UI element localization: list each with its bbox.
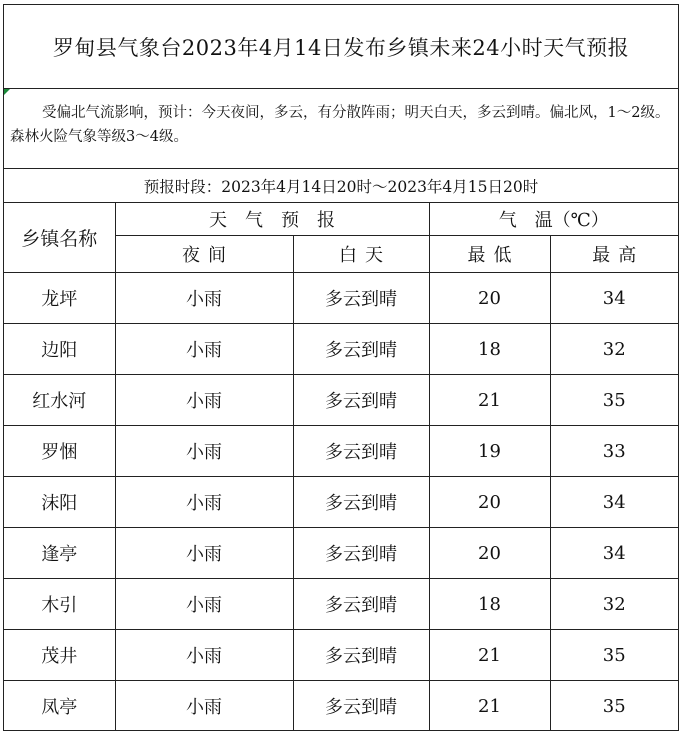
night-weather-cell: 小雨 — [115, 477, 293, 528]
header-max-temp: 最高 — [550, 236, 678, 273]
day-weather-cell: 多云到晴 — [293, 579, 429, 630]
max-temp-cell: 33 — [550, 426, 678, 477]
min-temp-cell: 20 — [429, 528, 550, 579]
night-weather-cell: 小雨 — [115, 630, 293, 681]
min-temp-cell: 18 — [429, 579, 550, 630]
table-row — [4, 477, 678, 528]
town-name-cell: 茂井 — [4, 630, 115, 681]
night-weather-cell: 小雨 — [115, 579, 293, 630]
day-weather-cell: 多云到晴 — [293, 273, 429, 324]
max-temp-cell: 35 — [550, 375, 678, 426]
town-name-cell: 逢亭 — [4, 528, 115, 579]
min-temp-cell: 21 — [429, 681, 550, 732]
forecast-table — [4, 203, 678, 731]
min-temp-cell: 20 — [429, 477, 550, 528]
day-weather-cell: 多云到晴 — [293, 477, 429, 528]
forecast-period: 预报时段：2023年4月14日20时～2023年4月15日20时 — [4, 169, 678, 203]
header-weather-forecast: 天 气 预 报 — [115, 203, 429, 236]
max-temp-cell: 32 — [550, 324, 678, 375]
town-name-cell: 红水河 — [4, 375, 115, 426]
day-weather-cell: 多云到晴 — [293, 681, 429, 732]
town-name-cell: 木引 — [4, 579, 115, 630]
town-name-cell: 边阳 — [4, 324, 115, 375]
night-weather-cell: 小雨 — [115, 426, 293, 477]
header-temperature: 气 温（℃） — [429, 203, 678, 236]
day-weather-cell: 多云到晴 — [293, 426, 429, 477]
header-night: 夜间 — [115, 236, 293, 273]
table-row — [4, 426, 678, 477]
town-name-cell: 罗悃 — [4, 426, 115, 477]
night-weather-cell: 小雨 — [115, 273, 293, 324]
table-row — [4, 528, 678, 579]
min-temp-cell: 21 — [429, 630, 550, 681]
table-row — [4, 273, 678, 324]
page-title: 罗甸县气象台2023年4月14日发布乡镇未来24小时天气预报 — [4, 5, 678, 89]
header-min-temp: 最低 — [429, 236, 550, 273]
max-temp-cell: 34 — [550, 477, 678, 528]
header-town-name: 乡镇名称 — [4, 203, 115, 273]
min-temp-cell: 21 — [429, 375, 550, 426]
town-name-cell: 沫阳 — [4, 477, 115, 528]
max-temp-cell: 35 — [550, 681, 678, 732]
table-row — [4, 630, 678, 681]
forecast-sheet — [3, 4, 679, 731]
night-weather-cell: 小雨 — [115, 324, 293, 375]
forecast-summary: 受偏北气流影响，预计：今天夜间，多云，有分散阵雨；明天白天，多云到晴。偏北风，1～2级。森林火险气象等级3～4级。 — [4, 89, 678, 169]
town-name-cell: 凤亭 — [4, 681, 115, 732]
max-temp-cell: 35 — [550, 630, 678, 681]
min-temp-cell: 20 — [429, 273, 550, 324]
table-row — [4, 579, 678, 630]
day-weather-cell: 多云到晴 — [293, 630, 429, 681]
max-temp-cell: 34 — [550, 273, 678, 324]
min-temp-cell: 18 — [429, 324, 550, 375]
max-temp-cell: 34 — [550, 528, 678, 579]
table-row — [4, 324, 678, 375]
max-temp-cell: 32 — [550, 579, 678, 630]
town-name-cell: 龙坪 — [4, 273, 115, 324]
table-header-row — [4, 203, 678, 236]
table-row — [4, 681, 678, 732]
day-weather-cell: 多云到晴 — [293, 324, 429, 375]
night-weather-cell: 小雨 — [115, 528, 293, 579]
day-weather-cell: 多云到晴 — [293, 375, 429, 426]
header-day: 白天 — [293, 236, 429, 273]
table-row — [4, 375, 678, 426]
day-weather-cell: 多云到晴 — [293, 528, 429, 579]
night-weather-cell: 小雨 — [115, 375, 293, 426]
min-temp-cell: 19 — [429, 426, 550, 477]
night-weather-cell: 小雨 — [115, 681, 293, 732]
